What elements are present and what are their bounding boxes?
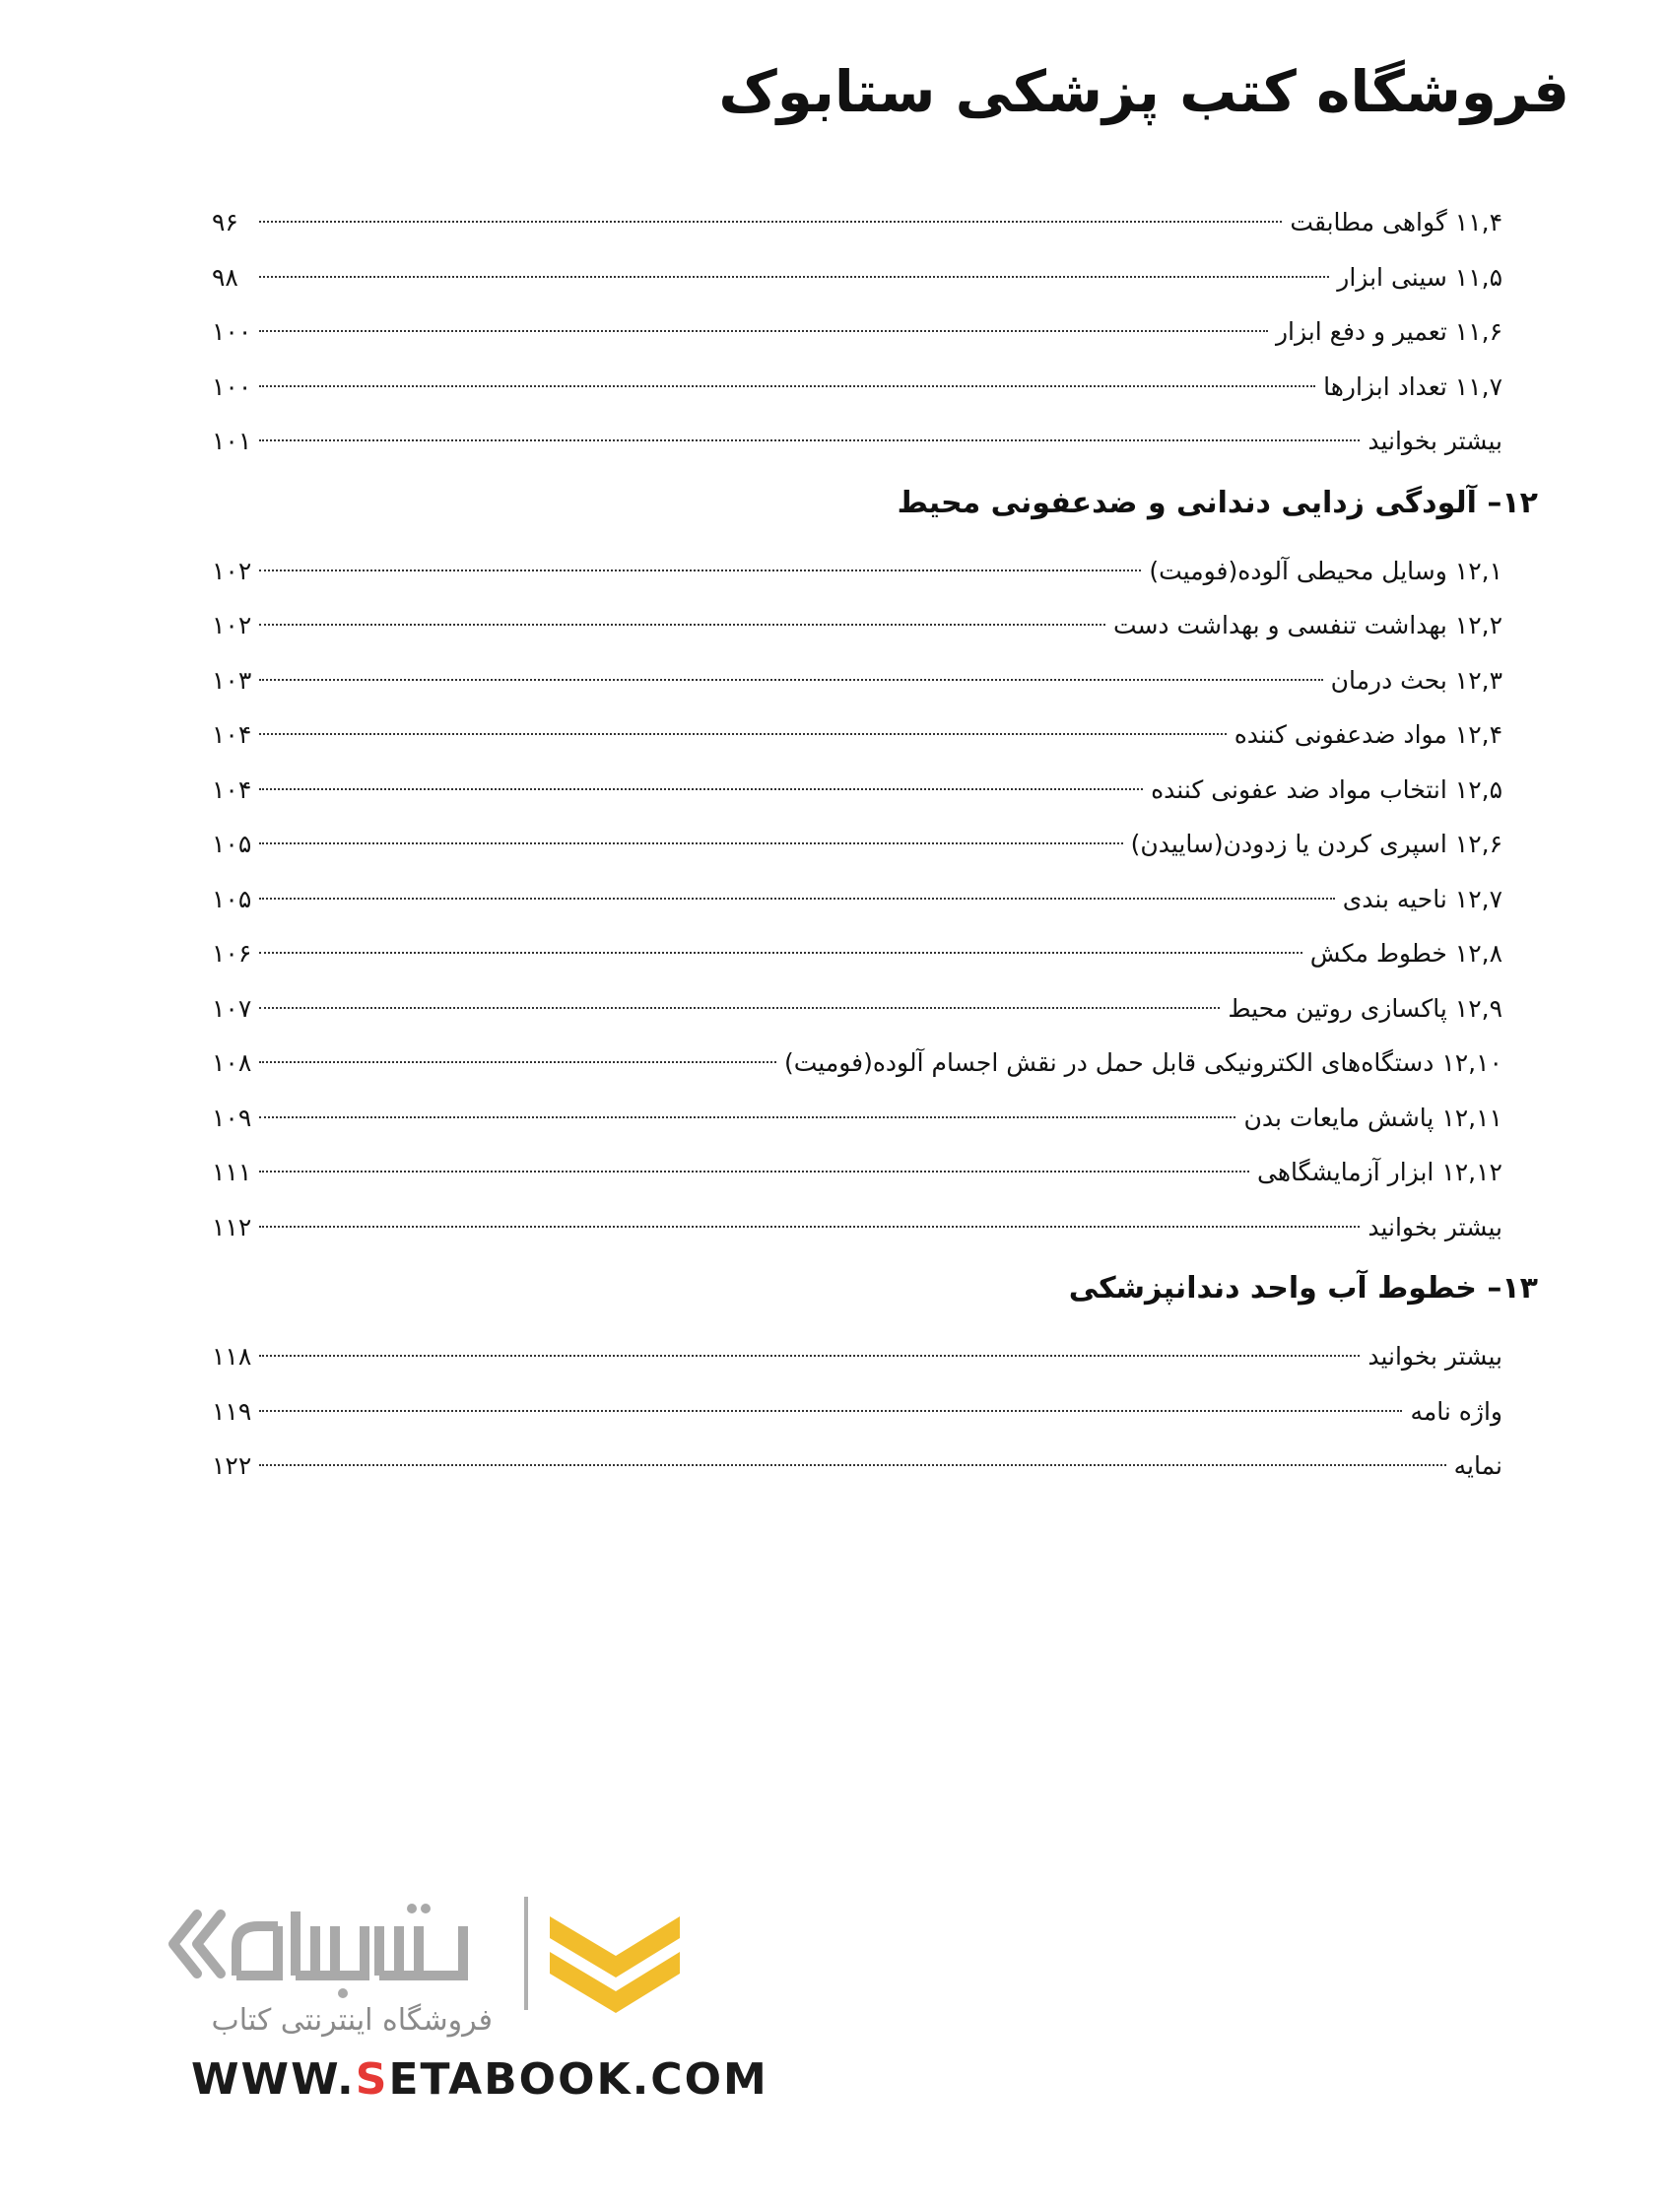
toc-entry-label: ۱۲,۱ وسایل محیطی آلوده(فومیت) [1149, 556, 1502, 585]
toc-entry-label: ۱۱,۴ گواهی مطابقت [1290, 208, 1502, 236]
toc-page-number: ۱۰۳ [212, 665, 252, 695]
toc-page-number: ۱۰۷ [212, 993, 252, 1023]
chapter-heading-12[interactable]: ۱۲– آلودگی زدایی دندانی و ضدعفونی محیط [897, 485, 1538, 520]
toc-entry-label: ۱۲,۶ اسپری کردن یا زدودن(ساییدن) [1130, 830, 1502, 858]
toc-block-13 [212, 1329, 1502, 1494]
dot-leader [259, 221, 1282, 223]
dot-leader [259, 952, 1302, 954]
toc-row[interactable] [212, 1329, 1502, 1384]
table-of-contents [212, 195, 1538, 1494]
url-suffix: ETABOOK.COM [388, 2054, 768, 2105]
toc-row[interactable] [212, 598, 1502, 653]
dot-leader [259, 1410, 1402, 1412]
toc-page-number: ۱۱۸ [212, 1342, 252, 1371]
toc-row[interactable] [212, 304, 1502, 360]
logo-tagline: فروشگاه اینترنتی کتاب [211, 2003, 493, 2038]
toc-entry-label: ۱۱,۷ تعداد ابزارها [1323, 371, 1502, 401]
dot-leader [259, 842, 1123, 844]
toc-entry-label: ۱۱,۵ سینی ابزار [1337, 262, 1502, 292]
toc-row[interactable] [212, 1384, 1502, 1440]
toc-entry-label: ۱۲,۸ خطوط مکش [1309, 939, 1502, 968]
dot-leader [259, 898, 1335, 900]
toc-page-number: ۱۰۵ [212, 830, 252, 858]
toc-page-number: ۱۰۱ [212, 427, 252, 455]
toc-page-number: ۱۰۰ [212, 371, 252, 401]
toc-entry-label: ۱۲,۹ پاکسازی روتین محیط [1228, 993, 1502, 1023]
toc-page-number: ۹۶ [212, 208, 238, 236]
toc-row[interactable] [212, 981, 1502, 1037]
dot-leader [259, 1061, 776, 1063]
toc-entry-label: ۱۲,۱۰ دستگاه‌های الکترونیکی قابل حمل در نقش اجسام آلوده(فومیت) [783, 1048, 1502, 1077]
toc-page-number: ۱۰۲ [212, 611, 252, 639]
toc-page-number: ۱۰۰ [212, 317, 252, 346]
toc-row[interactable] [212, 926, 1502, 981]
toc-entry-label: بیشتر بخوانید [1368, 1212, 1502, 1241]
toc-entry-label: ۱۲,۳ بحث درمان [1330, 665, 1502, 695]
toc-page-number: ۱۰۵ [212, 884, 252, 913]
toc-page-number: ۱۰۲ [212, 556, 252, 585]
toc-entry-label: ۱۲,۱۱ پاشش مایعات بدن [1243, 1103, 1502, 1132]
url-accent-letter: S [355, 2054, 389, 2105]
toc-row[interactable] [212, 817, 1502, 872]
toc-block-11 [212, 195, 1502, 469]
toc-entry-label: ۱۲,۵ انتخاب مواد ضد عفونی کننده [1151, 774, 1502, 804]
toc-block-12 [212, 544, 1502, 1255]
dot-leader [259, 276, 1329, 278]
toc-entry-label: بیشتر بخوانید [1368, 427, 1502, 455]
toc-row[interactable] [212, 195, 1502, 250]
toc-row[interactable] [212, 360, 1502, 415]
dot-leader [259, 1171, 1249, 1173]
toc-entry-label: ۱۲,۱۲ ابزار آزمایشگاهی [1256, 1158, 1502, 1186]
toc-row[interactable] [212, 1439, 1502, 1494]
dot-leader [259, 570, 1141, 571]
toc-entry-label: نمایه [1453, 1451, 1502, 1480]
setabook-logo[interactable] [167, 1887, 768, 2123]
toc-page-number: ۱۱۲ [212, 1212, 252, 1241]
toc-row[interactable] [212, 872, 1502, 927]
dot-leader [259, 439, 1360, 441]
toc-page-number: ۱۱۹ [212, 1396, 252, 1426]
website-url[interactable] [191, 2054, 768, 2105]
toc-row[interactable] [212, 1091, 1502, 1146]
dot-leader [259, 733, 1227, 735]
dot-leader [259, 1355, 1360, 1357]
toc-row[interactable] [212, 763, 1502, 818]
toc-row[interactable] [212, 414, 1502, 469]
toc-page-number: ۱۰۴ [212, 774, 252, 804]
toc-row[interactable] [212, 250, 1502, 305]
toc-entry-label: ۱۱,۶ تعمیر و دفع ابزار [1275, 317, 1502, 346]
toc-entry-label: واژه نامه [1410, 1396, 1502, 1426]
toc-page-number: ۱۰۸ [212, 1048, 252, 1077]
page-header-title: فروشگاه کتب پزشکی ستابوک [718, 58, 1569, 125]
toc-entry-label: ۱۲,۷ ناحیه بندی [1342, 884, 1502, 913]
dot-leader [259, 1116, 1235, 1118]
toc-page-number: ۱۱۱ [212, 1158, 252, 1186]
url-prefix: WWW. [191, 2054, 356, 2105]
toc-entry-label: بیشتر بخوانید [1368, 1342, 1502, 1371]
toc-row[interactable] [212, 653, 1502, 708]
toc-entry-label: ۱۲,۲ بهداشت تنفسی و بهداشت دست [1112, 611, 1502, 639]
dot-leader [259, 330, 1268, 332]
dot-leader [259, 624, 1105, 626]
toc-row[interactable] [212, 1200, 1502, 1255]
dot-leader [259, 788, 1143, 790]
toc-page-number: ۱۰۶ [212, 939, 252, 968]
toc-row[interactable] [212, 707, 1502, 763]
toc-row[interactable] [212, 1145, 1502, 1200]
chapter-heading-13[interactable]: ۱۳– خطوط آب واحد دندانپزشکی [1068, 1271, 1538, 1306]
dot-leader [259, 1226, 1360, 1228]
toc-row[interactable] [212, 1036, 1502, 1091]
toc-entry-label: ۱۲,۴ مواد ضدعفونی کننده [1234, 720, 1502, 749]
dot-leader [259, 1007, 1220, 1009]
toc-page-number: ۹۸ [212, 262, 238, 292]
toc-page-number: ۱۰۴ [212, 720, 252, 749]
dot-leader [259, 385, 1315, 387]
logo-divider [524, 1897, 528, 2010]
dot-leader [259, 679, 1323, 681]
toc-page-number: ۱۰۹ [212, 1103, 252, 1132]
toc-page-number: ۱۲۲ [212, 1451, 252, 1480]
dot-leader [259, 1464, 1446, 1466]
toc-row[interactable] [212, 544, 1502, 599]
